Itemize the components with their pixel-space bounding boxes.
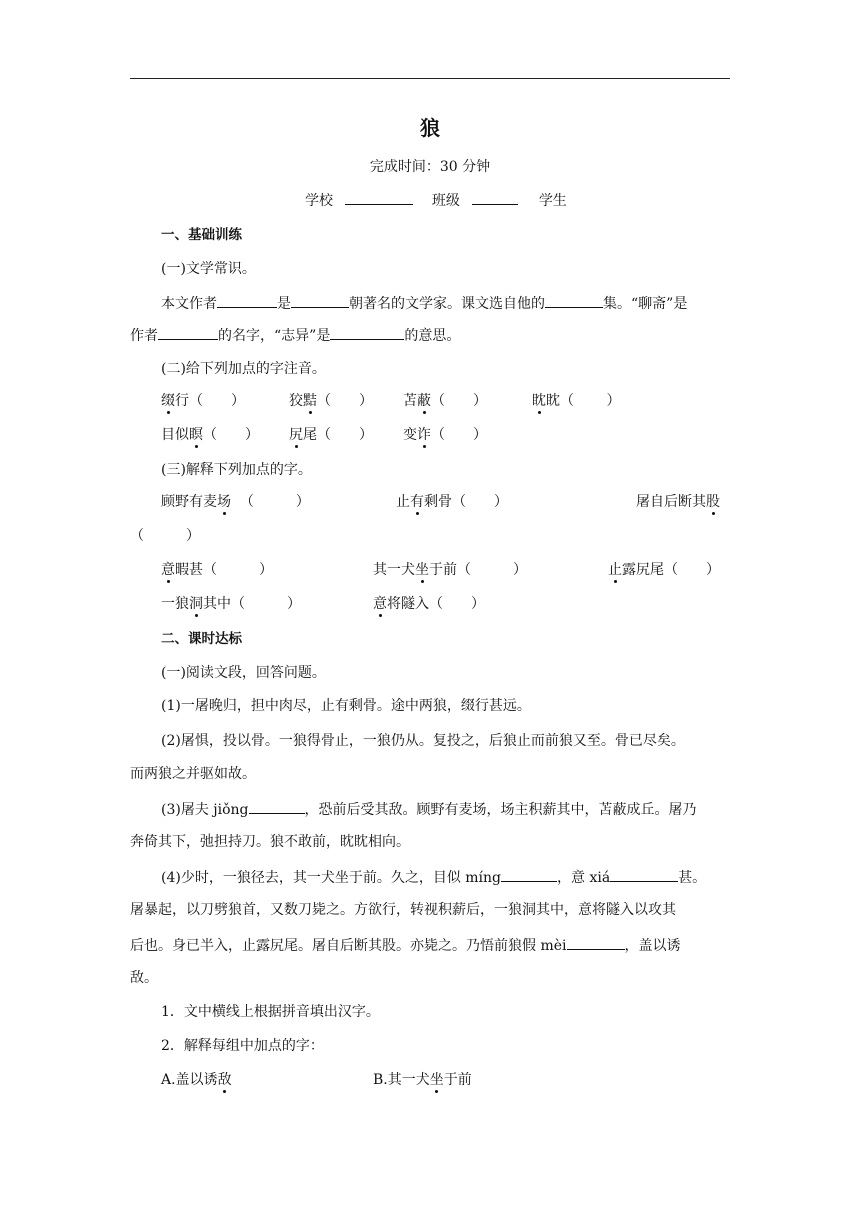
class-blank[interactable] [472, 191, 518, 205]
text: 狡 [289, 393, 303, 409]
dotted-char: 眈 [532, 393, 546, 409]
explain-item-7[interactable] [161, 595, 301, 613]
text: 一狼 [161, 596, 189, 612]
explain-item-1[interactable] [161, 493, 310, 511]
text: B.其一犬 [373, 1072, 430, 1088]
text: （ ） [317, 393, 373, 409]
section-heading-basic: 一、基础训练 [161, 227, 242, 243]
text: 眈（ ） [546, 393, 621, 409]
dotted-char: 瞑 [189, 427, 203, 443]
student-info-line [305, 191, 567, 210]
passage-para-3-line-2: 奔倚其下，弛担持刀。狼不敢前，眈眈相向。 [130, 834, 410, 850]
blank-zhiyi[interactable] [330, 326, 404, 340]
text: 行（ ） [175, 393, 245, 409]
passage-para-4-line-2: 屠暴起，以刀劈狼首，又数刀毙之。方欲行，转视积薪后，一狼洞其中，意将隧入以攻其 [130, 902, 676, 918]
dotted-char: 敌 [217, 1072, 232, 1088]
option-a[interactable] [161, 1071, 232, 1089]
header-rule [130, 78, 730, 79]
text: 暇甚（ ） [175, 562, 273, 578]
school-blank[interactable] [345, 191, 413, 205]
literature-line-2 [130, 326, 460, 345]
blank-author[interactable] [217, 294, 277, 308]
literature-line-1 [161, 294, 687, 313]
text: 的名字，“志异”是 [218, 328, 331, 344]
dotted-char: 尻 [289, 427, 303, 443]
text: 于前（ ） [429, 562, 527, 578]
blank-liaozhai[interactable] [158, 326, 218, 340]
dotted-char: 股 [706, 494, 720, 510]
dotted-char: 黠 [303, 393, 317, 409]
dotted-char: 坐 [415, 562, 429, 578]
text: （ ） [231, 494, 310, 510]
text: 止 [396, 494, 410, 510]
text: ，盖以诱 [624, 938, 681, 954]
dotted-char: 止 [608, 562, 622, 578]
passage-para-2-line-1: (2)屠惧，投以骨。一狼得骨止，一狼仍从。复投之，后狼止而前狼又至。骨已尽矣。 [161, 733, 685, 749]
text: 苫 [403, 393, 417, 409]
dotted-char: 意 [373, 596, 387, 612]
passage-para-4-line-1 [161, 868, 706, 887]
text: ，恐前后受其敌。顾野有麦场，场主积薪其中，苫蔽成丘。屠乃 [304, 802, 697, 818]
reading-instruction: (一)阅读文段，回答问题。 [161, 665, 326, 681]
pinyin-item-4[interactable] [532, 392, 620, 410]
dotted-char: 蔽 [417, 393, 431, 409]
explain-item-6[interactable] [608, 561, 720, 579]
blank-collection[interactable] [545, 294, 603, 308]
text: 尾（ ） [303, 427, 373, 443]
passage-para-2-line-2: 而两狼之并驱如故。 [130, 766, 256, 782]
text: 集。“聊斋”是 [603, 296, 688, 312]
text: 甚。 [678, 870, 707, 886]
blank-ming[interactable] [501, 868, 557, 882]
text: 朝著名的文学家。课文选自他的 [349, 296, 545, 312]
explain-item-3-blank[interactable]: （ ） [130, 528, 200, 544]
blank-dynasty[interactable] [291, 294, 349, 308]
subsection-literature: (一)文学常识。 [161, 261, 256, 277]
section-heading-practice: 二、课时达标 [161, 631, 242, 647]
pinyin-item-3[interactable] [403, 392, 487, 410]
blank-jiong[interactable] [249, 800, 305, 814]
subsection-pinyin: (二)给下列加点的字注音。 [161, 361, 326, 377]
text: 其一犬 [373, 562, 415, 578]
dotted-char: 场 [217, 494, 231, 510]
dotted-char: 诈 [417, 427, 431, 443]
text: A.盖以诱 [161, 1072, 218, 1088]
question-1: 1．文中横线上根据拼音填出汉字。 [161, 1004, 380, 1020]
option-b[interactable] [373, 1071, 472, 1089]
school-label: 学校 [305, 193, 333, 209]
explain-item-8[interactable] [373, 595, 485, 613]
student-label: 学生 [538, 193, 567, 209]
dotted-char: 洞 [189, 596, 203, 612]
text: （ ） [203, 427, 259, 443]
explain-item-5[interactable] [373, 561, 527, 579]
text: 的意思。 [404, 328, 461, 344]
passage-para-3-line-1 [161, 800, 697, 819]
time-limit: 完成时间：30 分钟 [369, 159, 491, 175]
text: 顾野有麦 [161, 494, 217, 510]
passage-para-4-line-3 [130, 936, 681, 955]
text: 屠自后断其 [636, 494, 706, 510]
text: 其中（ ） [203, 596, 301, 612]
text: （ ） [431, 427, 487, 443]
blank-mei[interactable] [567, 936, 625, 950]
text: 本文作者 [161, 296, 217, 312]
text: (4)少时，一狼径去，其一犬坐于前。久之，目似 míng [161, 870, 502, 886]
dotted-char: 意 [161, 562, 175, 578]
subsection-explain: (三)解释下列加点的字。 [161, 462, 312, 478]
passage-para-4-line-4: 敌。 [130, 970, 158, 986]
pinyin-item-7[interactable] [403, 426, 487, 444]
pinyin-item-1[interactable] [161, 392, 245, 410]
text: 将隧入（ ） [387, 596, 485, 612]
question-2: 2．解释每组中加点的字： [161, 1038, 324, 1054]
dotted-char: 坐 [429, 1072, 444, 1088]
pinyin-item-2[interactable] [289, 392, 373, 410]
explain-item-2[interactable] [396, 493, 508, 511]
pinyin-item-5[interactable] [161, 426, 259, 444]
text: 后也。身已半入，止露尻尾。屠自后断其股。亦毙之。乃悟前狼假 mèi [130, 938, 567, 954]
explain-item-3[interactable] [636, 493, 720, 511]
blank-xia[interactable] [610, 868, 678, 882]
text: (3)屠夫 jiǒng [161, 802, 249, 818]
text: ，意 xiá [557, 870, 611, 886]
text: 是 [277, 296, 291, 312]
text: 目似 [161, 427, 189, 443]
pinyin-item-6[interactable] [289, 426, 373, 444]
page-title: 狼 [420, 116, 440, 140]
text: 变 [403, 427, 417, 443]
dotted-char: 缀 [161, 393, 175, 409]
passage-para-1: (1)一屠晚归，担中肉尽，止有剩骨。途中两狼，缀行甚远。 [161, 698, 531, 714]
explain-item-4[interactable] [161, 561, 273, 579]
class-label: 班级 [431, 193, 460, 209]
text: （ ） [431, 393, 487, 409]
text: 作者 [130, 328, 158, 344]
text: 于前 [443, 1072, 472, 1088]
text: 露尻尾（ ） [622, 562, 720, 578]
text: 剩骨（ ） [424, 494, 508, 510]
dotted-char: 有 [410, 494, 424, 510]
